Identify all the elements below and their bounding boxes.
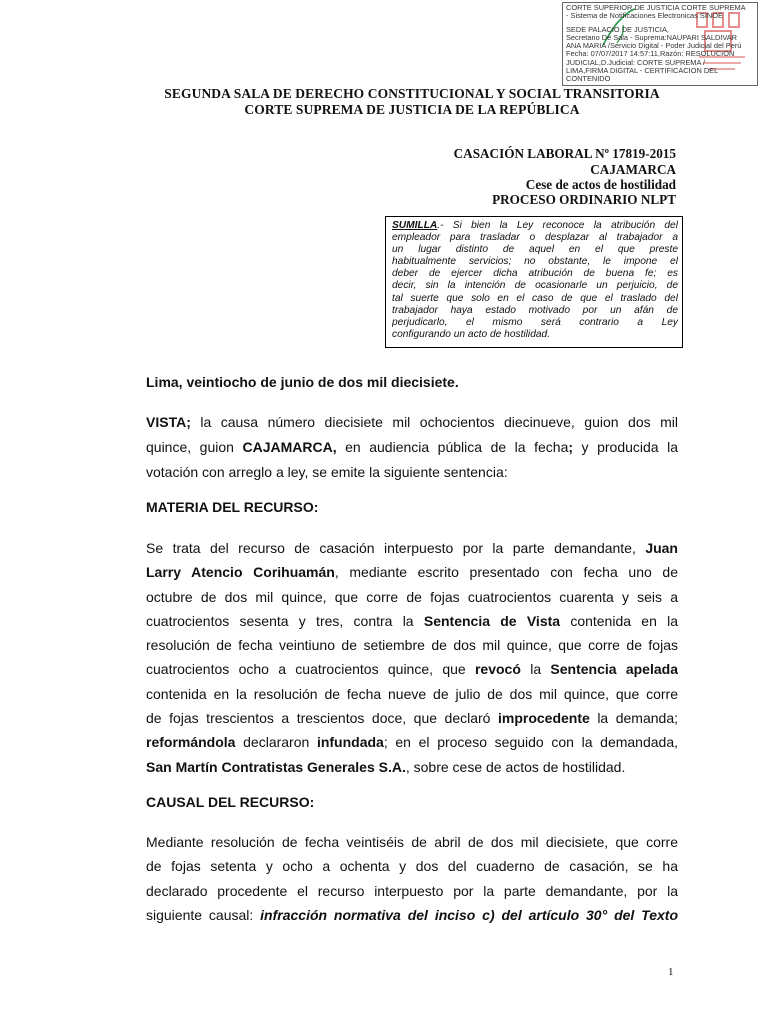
plaintiff-name: Juan bbox=[645, 540, 678, 556]
stamp-line: Fecha: 07/07/2017 14:57:11,Razón: RESOLUCION bbox=[566, 49, 735, 59]
causal-text: de fojas setenta y ocho a ochenta y dos del cuaderno de casación, se ha bbox=[146, 858, 678, 875]
materia-paragraph bbox=[146, 536, 678, 779]
vista-text: quince, guion bbox=[146, 439, 243, 455]
materia-text: octubre de dos mil quince, que corre de fojas cuatrocientos cuarenta y seis a bbox=[146, 588, 678, 605]
case-subject: Cese de actos de hostilidad bbox=[525, 177, 676, 192]
sumilla-text: empleador para trasladar o desplazar al trabajador a bbox=[392, 232, 678, 244]
case-process: PROCESO ORDINARIO NLPT bbox=[492, 192, 676, 207]
materia-text: contenida en la resolución de fecha nueve de julio de dos mil quince, que corre bbox=[146, 685, 678, 702]
materia-text: ; en el proceso seguido con la demandada, bbox=[383, 734, 678, 751]
materia-text: declararon bbox=[235, 734, 317, 751]
date-line: Lima, veintiocho de junio de dos mil diecisiete. bbox=[146, 374, 459, 390]
sumilla-text: perjudicarlo, el mismo será contrario a Ley bbox=[392, 316, 678, 328]
materia-text: , mediante escrito presentado con fecha uno de bbox=[334, 564, 678, 581]
digital-signature-stamp bbox=[562, 2, 758, 86]
causal-paragraph bbox=[146, 830, 678, 927]
case-number: CASACIÓN LABORAL Nº 17819-2015 bbox=[453, 146, 676, 161]
sumilla-text: tal suerte que solo en el caso de que el traslado del bbox=[392, 292, 678, 304]
sumilla-text: .- Si bien la Ley reconoce la atribución del bbox=[437, 220, 678, 231]
sumilla-text: deber de ejercer dicha atribución de buena fe; es bbox=[392, 268, 678, 280]
materia-emphasis: Sentencia de Vista bbox=[423, 612, 561, 629]
materia-emphasis: reformándola bbox=[146, 734, 236, 751]
court-name-title: CORTE SUPREMA DE JUSTICIA DE LA REPÚBLICA bbox=[244, 102, 580, 117]
stamp-line: SEDE PALACIO DE JUSTICIA, bbox=[566, 24, 669, 34]
stamp-line: JUDICIAL,D.Judicial: CORTE SUPREMA / bbox=[566, 57, 706, 67]
plaintiff-name: Larry Atencio Corihuamán bbox=[146, 564, 335, 581]
causal-text: Mediante resolución de fecha veintiséis de abril de dos mil diecisiete, que corre bbox=[146, 834, 678, 850]
page-number: 1 bbox=[668, 966, 674, 978]
materia-text: contenida en la bbox=[560, 612, 678, 629]
court-chamber-title: SEGUNDA SALA DE DERECHO CONSTITUCIONAL Y SOCIAL TRANSITORIA bbox=[164, 86, 660, 101]
stamp-line: LIMA,FIRMA DIGITAL - CERTIFICACION DEL bbox=[566, 66, 719, 76]
sumilla-text: trabajador haya estado motivado por un afán de bbox=[392, 304, 678, 316]
stamp-line: Secretario De Sala - Suprema:NAUPARI SALDIVAR bbox=[566, 32, 738, 42]
sumilla-label: SUMILLA bbox=[392, 220, 438, 231]
materia-text: cuatrocientos sesenta y tres, contra la bbox=[146, 612, 424, 629]
sumilla-text: habitualmente servicios; no obstante, le impone el bbox=[392, 256, 678, 268]
materia-text: de fojas trescientos a trescientos doce, que declaró bbox=[146, 710, 498, 727]
sumilla-box bbox=[385, 216, 683, 348]
vista-text: la causa número diecisiete mil ochocientos diecinueve, guion dos mil bbox=[190, 414, 678, 430]
materia-text: resolución de fecha veintiuno de setiembre de dos mil quince, que corre de fojas bbox=[146, 637, 678, 654]
materia-text: , sobre cese de actos de hostilidad. bbox=[405, 758, 626, 775]
defendant-name: San Martín Contratistas Generales S.A. bbox=[146, 758, 406, 775]
materia-text: Se trata del recurso de casación interpuesto por la parte demandante, bbox=[146, 540, 646, 556]
causal-text: siguiente causal: bbox=[146, 906, 261, 923]
vista-label: VISTA; bbox=[146, 414, 191, 430]
stamp-line: CORTE SUPERIOR DE JUSTICIA CORTE SUPREMA bbox=[566, 3, 746, 12]
materia-emphasis: improcedente bbox=[497, 710, 590, 727]
stamp-line: ANA MARIA /Servicio Digital - Poder Judicial del Perú bbox=[566, 41, 742, 51]
sumilla-text: un lugar distinto de aquel en el que preste bbox=[392, 244, 678, 256]
materia-heading: MATERIA DEL RECURSO: bbox=[146, 499, 319, 515]
vista-text: y producida la bbox=[573, 439, 678, 455]
sumilla-text: configurando un acto de hostilidad. bbox=[392, 328, 551, 340]
causal-heading: CAUSAL DEL RECURSO: bbox=[146, 794, 315, 810]
materia-emphasis: revocó bbox=[474, 661, 521, 678]
vista-paragraph bbox=[146, 410, 678, 485]
materia-text: cuatrocientos ocho a cuatrocientos quince, que bbox=[146, 661, 475, 678]
vista-semicolon: ; bbox=[568, 439, 574, 455]
case-place: CAJAMARCA bbox=[590, 162, 676, 177]
materia-emphasis: infundada bbox=[316, 734, 384, 751]
materia-emphasis: Sentencia apelada bbox=[550, 661, 678, 678]
stamp-line: - Sistema de Notificaciones Electronicas SINOE bbox=[566, 11, 723, 21]
sumilla-text: decir, sin la intención de ocasionarle un perjuicio, de bbox=[392, 280, 678, 292]
causal-text: declarado procedente el recurso interpuesto por la parte demandante, por la bbox=[146, 882, 678, 899]
causal-emphasis: infracción normativa del inciso c) del artículo 30° del Texto bbox=[260, 906, 678, 923]
materia-text: la bbox=[520, 661, 551, 678]
vista-text: en audiencia pública de la fecha bbox=[336, 439, 569, 455]
vista-text: votación con arreglo a ley, se emite la siguiente sentencia: bbox=[146, 464, 508, 480]
materia-text: la demanda; bbox=[589, 710, 678, 727]
vista-place: CAJAMARCA, bbox=[242, 439, 337, 455]
stamp-line: CONTENIDO bbox=[566, 74, 611, 84]
